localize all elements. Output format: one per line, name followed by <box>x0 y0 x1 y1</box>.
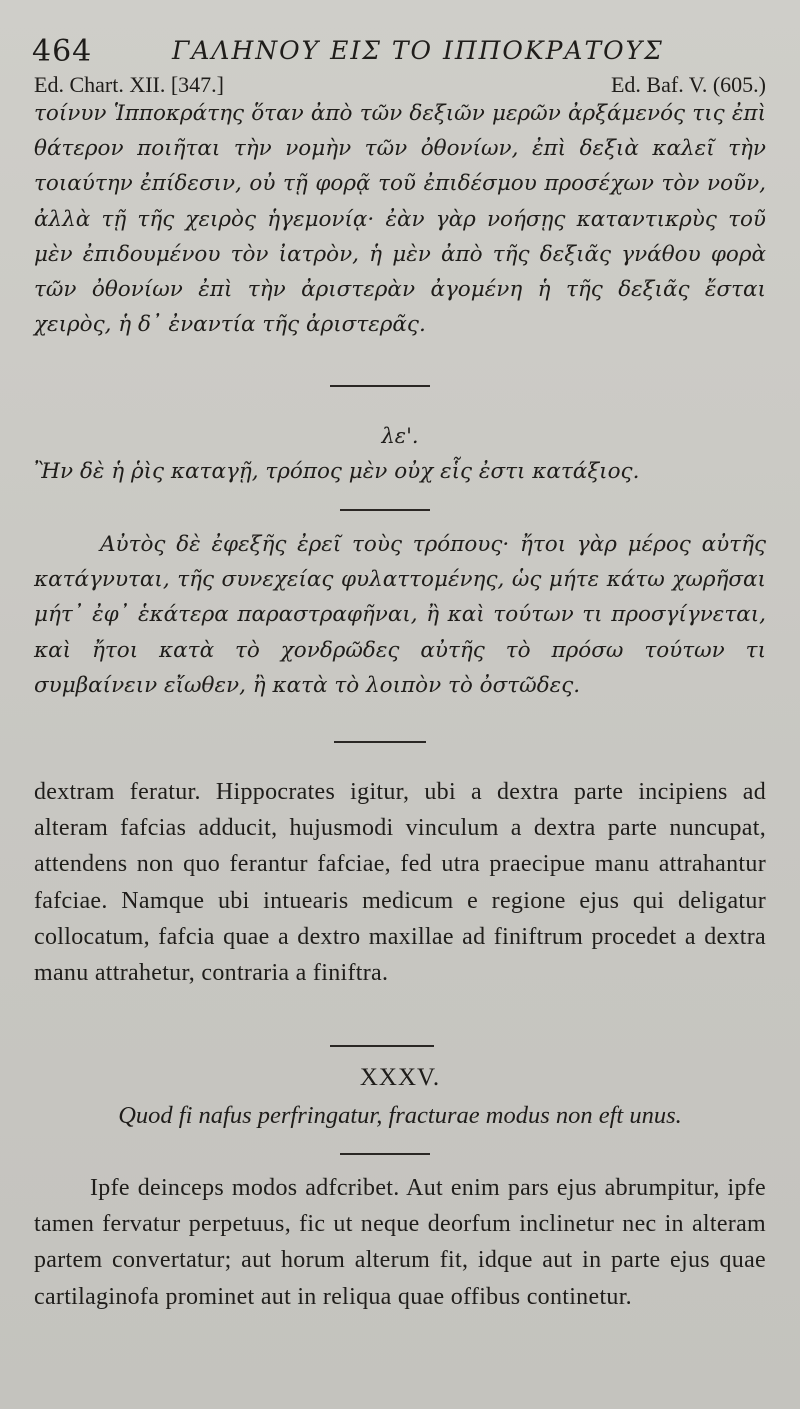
divider-rule <box>340 1153 430 1155</box>
page-number: 464 <box>32 34 93 69</box>
greek-paragraph-2: Αὐτὸς δὲ ἐφεξῆς ἐρεῖ τοὺς τρόπους· ἤτοι γὰρ μέρος αὐτῆς κατάγνυται, τῆς συνεχείας φυλαττομένης, ὡς μήτε κάτω χωρῆσαι μήτ᾽ ἐφ᾽ ἑκάτερα παραστραφῆναι, ἢ καὶ τούτων τι προσγίγνεται, καὶ ἤτοι κατὰ τὸ χονδρῶδες αὐτῆς τὸ πρόσω τούτων τι συμβαίνειν εἴωθεν, ἢ κατὰ τὸ λοιπὸν τὸ ὀστῶδες. <box>34 532 766 698</box>
latin-section-number: XXXV. <box>359 1064 441 1091</box>
divider-rule <box>330 385 430 387</box>
edition-chartier-ref: Ed. Chart. XII. [347.] <box>34 72 225 97</box>
greek-section-title: Ἢν δὲ ἡ ῥὶς καταγῇ, τρόπος μὲν οὐχ εἷς ἐστι κατάξιος. <box>34 459 640 484</box>
latin-paragraph-2: Ipfe deinceps modos adfcribet. Aut enim pars ejus abrumpitur, ipfe tamen fervatur perpetuus, fic ut neque deorfum inclinetur nec in alteram partem convertatur; aut horum alterum fit, idque aut in parte ejus quae cartilaginofa prominet aut in reliqua quae offibus continetur. <box>34 1175 766 1310</box>
edition-basel-ref: Ed. Baf. V. (605.) <box>610 72 766 97</box>
latin-paragraph-1: dextram feratur. Hippocrates igitur, ubi a dextra parte incipiens ad alteram fafcias adducit, hujusmodi vinculum a dextra parte nuncupat, attendens non quo ferantur fafciae, fed utra praecipue manu attrahantur fafciae. Namque ubi intuearis medicum e regione ejus qui deligatur collocatum, fafcia quae a dextro maxillae ad finiftrum procedet a dextra manu attrahetur, contraria a finiftra. <box>34 779 766 987</box>
greek-section-number: λε'. <box>381 424 419 448</box>
running-head <box>32 34 760 74</box>
divider-rule <box>330 1045 434 1047</box>
divider-rule <box>334 741 426 743</box>
greek-paragraph-1: τοίνυν Ἱπποκράτης ὅταν ἀπὸ τῶν δεξιῶν μερῶν ἀρξάμενός τις ἐπὶ θάτερον ποιῆται τὴν νομὴν τῶν ὀθονίων, ἐπὶ δεξιὰ καλεῖ τὴν τοιαύτην ἐπίδεσιν, οὐ τῇ φορᾷ τοῦ ἐπιδέσμου προσέχων τὸν νοῦν, ἀλλὰ τῇ τῆς χειρὸς ἡγεμονίᾳ· ἐὰν γὰρ νοήσῃς καταντικρὺς τοῦ μὲν ἐπιδουμένου τὸν ἰατρὸν, ἡ μὲν ἀπὸ τῆς δεξιᾶς γνάθου φορὰ τῶν ὀθονίων ἐπὶ τὴν ἀριστερὰν ἀγομένη ἡ τῆς δεξιᾶς ἔσται χειρὸς, ἡ δ᾽ ἐναντία τῆς ἀριστερᾶς. <box>34 101 766 338</box>
running-title: ΓΑΛΗΝΟΥ ΕΙΣ ΤΟ ΙΠΠΟΚΡΑΤΟΥΣ <box>172 36 664 65</box>
latin-section-title: Quod fi nafus perfringatur, fracturae modus non eft unus. <box>118 1102 682 1129</box>
divider-rule <box>340 509 430 511</box>
